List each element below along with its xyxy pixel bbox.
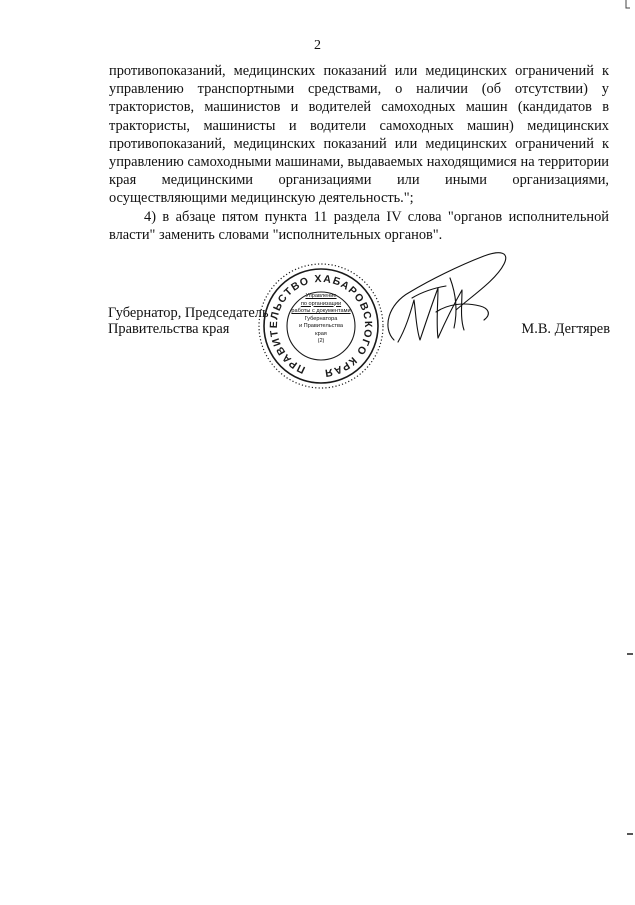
body-paragraph-item-4: 4) в абзаце пятом пункта 11 раздела IV слова "органов исполнительной власти" заменить словами "исполнительных органов". bbox=[109, 208, 609, 243]
seal-center-text bbox=[280, 293, 362, 346]
edge-mark-icon bbox=[627, 653, 633, 655]
seal-ring-text: ПРАВИТЕЛЬСТВО ХАБАРОВСКОГО КРАЯ bbox=[267, 272, 375, 380]
seal-center-line: (2) bbox=[317, 338, 325, 344]
seal-center-line: Губернатора bbox=[304, 315, 338, 322]
edge-mark-icon bbox=[627, 833, 633, 835]
seal-center-line: Управление bbox=[305, 293, 337, 299]
seal-center-line: работы с документами bbox=[291, 308, 351, 314]
seal-center-line: и Правительства bbox=[299, 323, 343, 329]
handwritten-signature-icon bbox=[376, 248, 516, 358]
corner-mark-icon bbox=[625, 0, 631, 10]
seal-center-line: по организации bbox=[300, 300, 342, 307]
signer-name: М.В. Дегтярев bbox=[521, 321, 610, 337]
signer-position bbox=[108, 305, 269, 337]
signer-position-line-2: Правительства края bbox=[108, 321, 230, 337]
body-paragraph-continuation: противопоказаний, медицинских показаний или медицинских ограничений к управлению транспортными средствами, о наличии (об отсутствии) у трактористов, машинистов и водителей самоходных машин (кандидатов в трактористы, машинисты и водители самоходных машин) медицинских противопоказаний, медицинских показаний или медицинских ограничений к управлению самоходными машинами, выдаваемых находящимися на территории края медицинскими организациями или иными организациями, осуществляющими медицинскую деятельность."; bbox=[109, 63, 609, 207]
signer-position-line-1: Губернатор, Председатель bbox=[108, 305, 269, 321]
document-body bbox=[109, 62, 609, 244]
seal-center-line: края bbox=[315, 330, 327, 337]
page-number: 2 bbox=[314, 38, 321, 53]
